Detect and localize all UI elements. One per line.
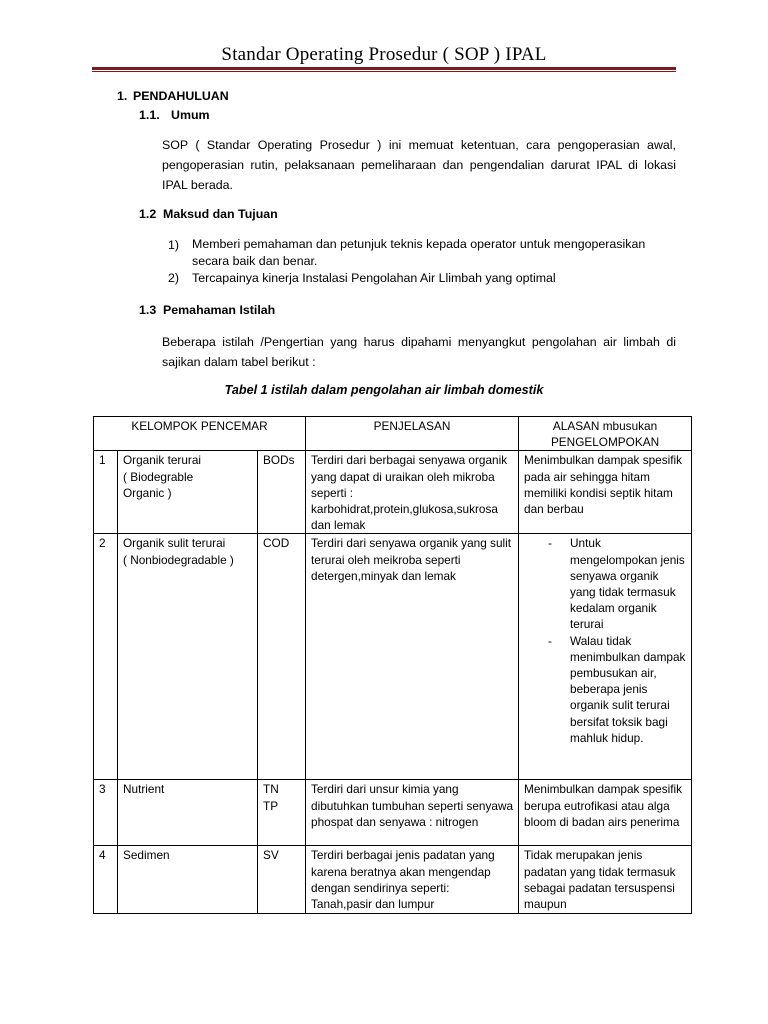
row-group: Organik terurai ( Biodegrable Organic )	[118, 451, 258, 534]
row-explanation: Terdiri dari senyawa organik yang sulit terurai oleh meikroba seperti detergen,minyak dan lemak	[306, 534, 519, 780]
reason-list	[524, 535, 686, 746]
reason-list-item: - Untuk mengelompokan jenis senyawa organik yang tidak termasuk kedalam organik terurai	[534, 535, 686, 632]
row-code: COD	[258, 534, 306, 780]
header-rule-thin	[92, 71, 676, 72]
row-number: 1	[94, 451, 118, 534]
table-row	[94, 846, 692, 914]
row-code: TN TP	[258, 780, 306, 846]
subsection-heading: Maksud dan Tujuan	[163, 207, 278, 221]
subsection-number: 1.1.	[139, 108, 160, 122]
row-group: Organik sulit terurai ( Nonbiodegradable )	[118, 534, 258, 780]
row-explanation: Terdiri dari unsur kimia yang dibutuhkan tumbuhan seperti senyawa phospat dan senyawa : nitrogen	[306, 780, 519, 846]
row-code: SV	[258, 846, 306, 914]
reason-list-item: - Walau tidak menimbulkan dampak pembusukan air, beberapa jenis organik sulit terurai bersifat toksik bagi mahluk hidup.	[534, 633, 686, 746]
list-marker: 1)	[168, 238, 180, 252]
row-group: Nutrient	[118, 780, 258, 846]
table-row	[94, 780, 692, 846]
terms-table	[93, 416, 692, 914]
list-item: Tercapainya kinerja Instalasi Pengolahan Air Llimbah yang optimal	[192, 271, 556, 285]
table-header-row	[94, 417, 692, 451]
row-reason: Tidak merupakan jenis padatan yang tidak termasuk sebagai padatan tersuspensi maupun	[519, 846, 692, 914]
paragraph-istilah: Beberapa istilah /Pengertian yang harus dipahami menyangkut pengolahan air limbah di sajikan dalam tabel berikut :	[162, 335, 676, 369]
subsection-number: 1.3	[139, 303, 157, 317]
row-group: Sedimen	[118, 846, 258, 914]
subsection-heading: Umum	[171, 108, 210, 122]
row-number: 4	[94, 846, 118, 914]
list-item: Memberi pemahaman dan petunjuk teknis kepada operator untuk mengoperasikan secara baik dan benar.	[192, 237, 646, 268]
row-explanation: Terdiri berbagai jenis padatan yang karena beratnya akan mengendap dengan sendirinya seperti: Tanah,pasir dan lumpur	[306, 846, 519, 914]
row-code: BODs	[258, 451, 306, 534]
section-number: 1.	[117, 89, 128, 103]
paragraph-umum: SOP ( Standar Operating Prosedur ) ini memuat ketentuan, cara pengoperasian awal, pengoperasian rutin, pelaksanaan pemeliharaan dan pengendalian darurat IPAL di lokasi IPAL berada.	[162, 138, 676, 192]
table-header-cell: KELOMPOK PENCEMAR	[94, 417, 306, 451]
table-caption: Tabel 1 istilah dalam pengolahan air limbah domestik	[224, 383, 544, 397]
table-row	[94, 451, 692, 534]
row-reason	[519, 534, 692, 780]
table-header-cell: PENJELASAN	[306, 417, 519, 451]
header-rule	[92, 67, 676, 70]
subsection-heading: Pemahaman Istilah	[163, 303, 276, 317]
subsection-number: 1.2	[139, 207, 157, 221]
row-reason: Menimbulkan dampak spesifik berupa eutrofikasi atau alga bloom di badan airs penerima	[519, 780, 692, 846]
row-explanation: Terdiri dari berbagai senyawa organik yang dapat di uraikan oleh mikroba seperti : karbohidrat,protein,glukosa,sukrosa dan lemak	[306, 451, 519, 534]
row-reason: Menimbulkan dampak spesifik pada air sehingga hitam memiliki kondisi septik hitam dan berbau	[519, 451, 692, 534]
row-number: 3	[94, 780, 118, 846]
page-header-title: Standar Operating Prosedur ( SOP ) IPAL	[221, 44, 547, 65]
row-number: 2	[94, 534, 118, 780]
table-header-cell: ALASAN mbusukan PENGELOMPOKAN	[519, 417, 692, 451]
table-row	[94, 534, 692, 780]
section-heading: PENDAHULUAN	[133, 89, 229, 103]
list-marker: 2)	[168, 271, 180, 285]
